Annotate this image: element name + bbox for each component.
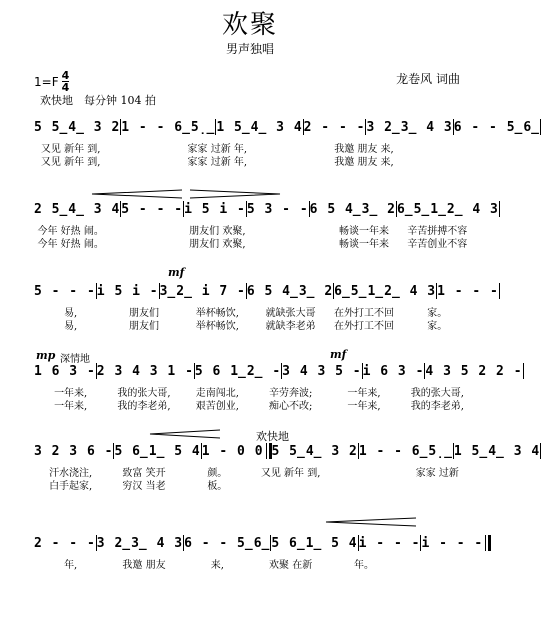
score-row [34,442,541,498]
lyric-text [401,153,474,166]
barline [499,201,500,217]
lyric-text: 易, [64,308,78,319]
crescendo-hairpin-1 [92,190,182,198]
song-subtitle: 男声独唱 [225,42,274,56]
measure-notes: 1 5̲4̲ 3 4 [453,443,541,459]
lyric-line [34,222,474,235]
key-signature [34,70,69,93]
lyric-text: 一年来, [347,401,381,412]
measure-notes: i 5 i - [96,283,159,299]
measure-notes: 3̲2̲ i 7 - [159,283,246,299]
lyric-text: 朋友们 [128,308,159,319]
measure-notes: 6 5 4̲3̲ 2 [246,283,334,299]
lyric-text: 又见 新年 到, [40,144,101,155]
measure-notes: 5 6̲1̲ 5 4 [114,443,201,459]
measure-notes: 6̲5̲1̲2̲ 4 3 [334,283,437,299]
lyric-text: 一年来, [54,388,88,399]
key-label: 1=F [34,74,59,89]
score-row [34,534,484,590]
lyric-text: 朋友们 欢聚, [189,239,246,250]
measure-notes: 5 3 - - [246,201,309,217]
lyric-text: 家家 过新 年, [187,157,248,168]
lyric-text [107,235,180,248]
lyric-text: 我的张大哥, [117,388,171,399]
measure-notes: 1 6 3 - [34,363,96,379]
lyric-text: 家家 过新 年, [187,144,248,155]
dynamic-mf-2: mf [330,348,347,361]
lyric-text: 板。 [207,481,228,492]
lyric-text [254,140,327,153]
composer-credit: 龙卷风 词曲 [396,72,460,86]
dynamic-mp: mp [36,349,56,362]
measure-row [34,200,499,218]
lyric-text: 辛劳奔波; [268,388,313,399]
lyric-text: 今年 好热 闹。 [37,226,104,237]
lyric-text: 辛苦拼搏不容 [407,226,468,237]
lyric-line [34,464,474,477]
lyric-text [327,464,400,477]
measure-notes: 5 6̲1̲ 5 4 [271,535,358,551]
lyric-text: 在外打工不回 [333,321,394,332]
lyric-text: 痴心不改; [268,401,313,412]
lyric-line [34,477,474,490]
lyric-line [34,556,474,569]
measure-notes: 3 2̲3̲ 4 3 [366,119,453,135]
lyric-text: 年。 [353,560,374,571]
measure-notes: i 6 3 - [362,363,425,379]
measure-notes: 2 5̲4̲ 3 4 [34,201,121,217]
decrescendo-hairpin-1 [190,190,280,198]
measure-notes: 5 5̲4̲ 3 2 [271,443,358,459]
barline [523,363,524,379]
measure-notes: 6 5 4̲3̲ 2 [309,201,396,217]
measure-row [34,362,523,380]
expression-marking: 深情地 [60,354,90,365]
lyric-text [401,140,474,153]
lyric-line [34,140,474,153]
tempo-marking: 欢快地 每分钟 104 拍 [40,94,156,107]
lyric-text [254,477,327,490]
lyric-line [34,384,474,397]
lyric-text: 欢聚 在新 [269,560,313,571]
lyric-text [107,153,180,166]
lyric-text: 家。 [427,321,448,332]
lyric-text: 一年来, [347,388,381,399]
measure-notes: i - - - [358,535,421,551]
measure-notes: 2 - - - [34,535,96,551]
lyric-line [34,317,474,330]
lyric-text: 致富 笑开 [122,468,166,479]
lyric-text: 我的李老弟, [410,401,464,412]
measure-row [34,442,541,460]
measure-notes: 5 6 1̲2̲ - [194,363,282,379]
lyric-text: 辛苦创业不容 [407,239,468,250]
lyric-text: 畅谈一年来 [338,226,389,237]
measure-notes: 3 2 3 6 - [34,443,114,459]
crescendo-hairpin-3 [326,518,416,526]
lyric-text: 畅谈一年来 [338,239,389,250]
measure-row [34,282,499,300]
measure-notes: i 5 i - [184,201,246,217]
lyric-text [254,235,327,248]
lyric-text: 在外打工不回 [333,308,394,319]
lyric-text: 今年 好热 闹。 [37,239,104,250]
score-row [34,282,499,338]
lyric-text: 我邀 朋友 来, [334,144,394,155]
final-barline [485,535,491,551]
lyric-text [254,222,327,235]
lyric-text: 举杯畅饮, [195,321,239,332]
measure-notes: 1 - - - [437,283,499,299]
measure-row [34,118,541,136]
measure-row [34,534,484,552]
lyric-text: 来, [210,560,224,571]
time-signature-bottom: 4 [61,81,70,94]
measure-notes: 6 - - 5̲6̲ [184,535,271,551]
lyric-line [34,304,474,317]
lyric-text [401,477,474,490]
score-row [34,362,523,418]
lyric-text [107,222,180,235]
measure-notes: 5 5̲4̲ 3 2 [34,119,121,135]
time-signature-top: 4 [61,69,70,82]
measure-notes: 6 - - 5̲6̲ [453,119,541,135]
measure-notes: 1 5̲4̲ 3 4 [216,119,303,135]
dynamic-mf-1: mf [168,266,185,279]
lyric-text: 白手起家, [49,481,93,492]
lyric-text: 又见 新年 到, [260,468,321,479]
measure-notes: 4 3 5 2 2 - [425,363,523,379]
lyric-text: 一年来, [54,401,88,412]
measure-notes: 1 - - 6̲5̣̲ [358,443,453,459]
lyric-text: 我邀 朋友 来, [334,157,394,168]
lyric-text [254,153,327,166]
lyric-line [34,153,474,166]
lyric-text: 朋友们 欢聚, [189,226,246,237]
time-signature [62,70,70,93]
lyric-text: 年, [64,560,78,571]
score-row [34,200,499,256]
lyric-text: 就缺李老弟 [265,321,316,332]
measure-notes: 1 - 0 0 [201,443,264,459]
lyric-text: 朋友们 [128,321,159,332]
lyric-line [34,235,474,248]
measure-notes: 5 - - - [121,201,184,217]
lyric-text [401,556,474,569]
score-row [34,118,541,174]
tempo-return-marking: 欢快地 [256,430,289,443]
measure-notes: 5 - - - [34,283,96,299]
lyric-text: 走南闯北, [195,388,239,399]
lyric-text [107,140,180,153]
measure-notes: 3 2̲3̲ 4 3 [96,535,184,551]
lyric-text: 就缺张大哥 [265,308,316,319]
measure-notes: 6̲5̲1̲2̲ 4 3 [396,201,499,217]
lyric-line [34,397,474,410]
barline [499,283,500,299]
measure-notes: 1 - - 6̲5̣̲ [121,119,216,135]
lyric-text: 又见 新年 到, [40,157,101,168]
lyric-text: 汗水浇注, [49,468,93,479]
measure-notes: i - - - [421,535,484,551]
lyric-text: 颜。 [207,468,228,479]
lyric-text: 易, [64,321,78,332]
crescendo-hairpin-2 [150,430,220,438]
lyric-text: 我的张大哥, [410,388,464,399]
lyric-text: 家家 过新 [415,468,459,479]
lyric-text: 穷汉 当老 [122,481,166,492]
lyric-text: 艰苦创业, [195,401,239,412]
lyric-text [327,477,400,490]
lyric-text: 举杯畅饮, [195,308,239,319]
lyric-text: 我的李老弟, [117,401,171,412]
measure-notes: 2 3 4 3 1 - [96,363,194,379]
measure-notes: 2 - - - [303,119,366,135]
measure-notes: 3 4 3 5 - [282,363,362,379]
song-title: 欢聚 [221,10,278,40]
lyric-text: 我邀 朋友 [122,560,166,571]
lyric-text: 家。 [427,308,448,319]
